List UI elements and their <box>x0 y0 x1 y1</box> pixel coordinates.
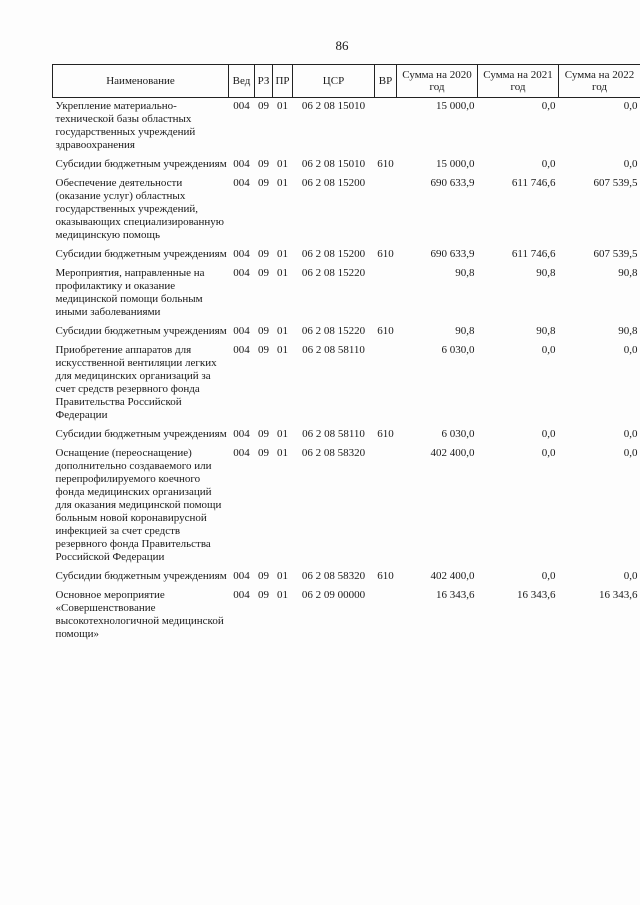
table-row <box>53 319 640 338</box>
table-row <box>53 441 640 564</box>
col-header-sum-2022: Сумма на 2022 год <box>559 65 640 98</box>
cell-name: Субсидии бюджетным учреждениям <box>55 428 227 440</box>
cell-rz: 09 <box>258 570 269 582</box>
cell-ved: 004 <box>233 177 250 189</box>
cell-sum-2021: 16 343,6 <box>517 589 556 601</box>
cell-csr: 06 2 08 15220 <box>301 325 366 337</box>
cell-csr: 06 2 08 58110 <box>302 428 365 440</box>
page-number: 86 <box>335 38 349 53</box>
cell-sum-2022: 0,0 <box>623 570 638 582</box>
cell-sum-2021: 0,0 <box>541 428 556 440</box>
col-header-name: Наименование <box>53 65 229 98</box>
cell-sum-2020: 690 633,9 <box>430 177 475 189</box>
cell-ved: 004 <box>233 589 250 601</box>
cell-pr: 01 <box>277 267 288 279</box>
cell-sum-2022: 90,8 <box>618 267 638 279</box>
cell-sum-2020: 90,8 <box>455 267 475 279</box>
cell-name: Мероприятия, направленные на профилактику и оказание медицинской помощи больным иными заболеваниями <box>55 267 205 318</box>
cell-name: Субсидии бюджетным учреждениям <box>55 325 227 337</box>
cell-sum-2021: 0,0 <box>541 570 556 582</box>
cell-sum-2021: 611 746,6 <box>511 177 556 189</box>
cell-sum-2021: 90,8 <box>536 325 556 337</box>
col-header-ved: Вед <box>229 65 255 98</box>
cell-vr: 610 <box>377 158 394 170</box>
cell-sum-2020: 90,8 <box>455 325 475 337</box>
cell-pr: 01 <box>277 325 288 337</box>
cell-csr: 06 2 08 15010 <box>301 100 366 112</box>
cell-sum-2022: 0,0 <box>623 447 638 459</box>
cell-pr: 01 <box>277 344 288 356</box>
table-row <box>53 422 640 441</box>
cell-rz: 09 <box>258 589 269 601</box>
cell-sum-2022: 0,0 <box>623 158 638 170</box>
cell-vr <box>375 441 397 564</box>
cell-csr: 06 2 08 15200 <box>301 177 366 189</box>
cell-name: Обеспечение деятельности (оказание услуг) областных государственных учреждений, оказывающих специализированную медицинскую помощь <box>55 177 224 241</box>
cell-ved: 004 <box>233 158 250 170</box>
cell-vr: 610 <box>377 325 394 337</box>
cell-csr: 06 2 08 15010 <box>301 158 366 170</box>
cell-sum-2021: 611 746,6 <box>511 248 556 260</box>
cell-sum-2020: 402 400,0 <box>430 447 475 459</box>
table-row <box>53 338 640 422</box>
cell-sum-2021: 0,0 <box>541 158 556 170</box>
cell-name: Основное мероприятие «Совершенствование высокотехнологичной медицинской помощи» <box>55 589 224 640</box>
cell-name: Оснащение (переоснащение) дополнительно создаваемого или перепрофилируемого коечного фонда медицинских организаций для оказания медицинской помощи больным новой коронавирусной инфекцией за счет средств резервного фонда Правительства Российской Федерации <box>55 447 222 563</box>
table-row <box>53 98 640 153</box>
cell-sum-2020: 690 633,9 <box>430 248 475 260</box>
cell-sum-2020: 15 000,0 <box>436 100 475 112</box>
cell-rz: 09 <box>258 248 269 260</box>
cell-name: Приобретение аппаратов для искусственной вентиляции легких для медицинских организаций за счет средств резервного фонда Правительства Российской Федерации <box>55 344 217 421</box>
cell-name: Субсидии бюджетным учреждениям <box>55 158 227 170</box>
table-row <box>53 583 640 641</box>
cell-csr: 06 2 08 58110 <box>302 344 365 356</box>
cell-ved: 004 <box>233 570 250 582</box>
cell-rz: 09 <box>258 325 269 337</box>
cell-sum-2020: 15 000,0 <box>436 158 475 170</box>
col-header-sum-2021: Сумма на 2021 год <box>478 65 559 98</box>
cell-ved: 004 <box>233 325 250 337</box>
cell-sum-2022: 16 343,6 <box>599 589 638 601</box>
cell-sum-2021: 0,0 <box>541 344 556 356</box>
cell-rz: 09 <box>258 100 269 112</box>
cell-ved: 004 <box>233 100 250 112</box>
cell-vr <box>375 171 397 242</box>
cell-pr: 01 <box>277 248 288 260</box>
col-header-vr: ВР <box>375 65 397 98</box>
cell-sum-2020: 6 030,0 <box>441 344 475 356</box>
cell-vr <box>375 261 397 319</box>
table-row <box>53 171 640 242</box>
cell-vr <box>375 338 397 422</box>
table-row <box>53 152 640 171</box>
table-header-row <box>53 65 640 98</box>
cell-sum-2022: 0,0 <box>623 344 638 356</box>
cell-ved: 004 <box>233 428 250 440</box>
cell-csr: 06 2 08 15220 <box>301 267 366 279</box>
cell-rz: 09 <box>258 447 269 459</box>
cell-rz: 09 <box>258 177 269 189</box>
cell-sum-2020: 16 343,6 <box>436 589 475 601</box>
cell-sum-2022: 0,0 <box>623 100 638 112</box>
table-row <box>53 261 640 319</box>
col-header-sum-2020: Сумма на 2020 год <box>397 65 478 98</box>
cell-sum-2021: 90,8 <box>536 267 556 279</box>
cell-rz: 09 <box>258 158 269 170</box>
table-body <box>53 98 640 642</box>
cell-rz: 09 <box>258 344 269 356</box>
cell-pr: 01 <box>277 100 288 112</box>
cell-sum-2020: 402 400,0 <box>430 570 475 582</box>
col-header-pr: ПР <box>273 65 293 98</box>
cell-vr: 610 <box>377 428 394 440</box>
cell-vr: 610 <box>377 248 394 260</box>
cell-name: Субсидии бюджетным учреждениям <box>55 248 227 260</box>
cell-ved: 004 <box>233 267 250 279</box>
cell-vr <box>375 98 397 153</box>
cell-rz: 09 <box>258 267 269 279</box>
cell-csr: 06 2 08 58320 <box>301 447 366 459</box>
cell-sum-2022: 607 539,5 <box>593 248 638 260</box>
cell-pr: 01 <box>277 158 288 170</box>
cell-ved: 004 <box>233 344 250 356</box>
cell-csr: 06 2 08 58320 <box>301 570 366 582</box>
cell-vr: 610 <box>377 570 394 582</box>
cell-name: Укрепление материально-технической базы областных государственных учреждений здравоохранения <box>55 100 196 151</box>
cell-sum-2022: 90,8 <box>618 325 638 337</box>
cell-pr: 01 <box>277 570 288 582</box>
cell-pr: 01 <box>277 177 288 189</box>
cell-csr: 06 2 08 15200 <box>301 248 366 260</box>
cell-rz: 09 <box>258 428 269 440</box>
cell-vr <box>375 583 397 641</box>
budget-table <box>52 64 640 641</box>
cell-pr: 01 <box>277 428 288 440</box>
cell-csr: 06 2 09 00000 <box>301 589 366 601</box>
col-header-rz: РЗ <box>255 65 273 98</box>
cell-sum-2021: 0,0 <box>541 447 556 459</box>
cell-sum-2022: 0,0 <box>623 428 638 440</box>
cell-pr: 01 <box>277 447 288 459</box>
table-row <box>53 564 640 583</box>
cell-pr: 01 <box>277 589 288 601</box>
cell-ved: 004 <box>233 248 250 260</box>
col-header-csr: ЦСР <box>293 65 375 98</box>
table-row <box>53 242 640 261</box>
cell-name: Субсидии бюджетным учреждениям <box>55 570 227 582</box>
cell-ved: 004 <box>233 447 250 459</box>
cell-sum-2022: 607 539,5 <box>593 177 638 189</box>
cell-sum-2021: 0,0 <box>541 100 556 112</box>
cell-sum-2020: 6 030,0 <box>441 428 475 440</box>
